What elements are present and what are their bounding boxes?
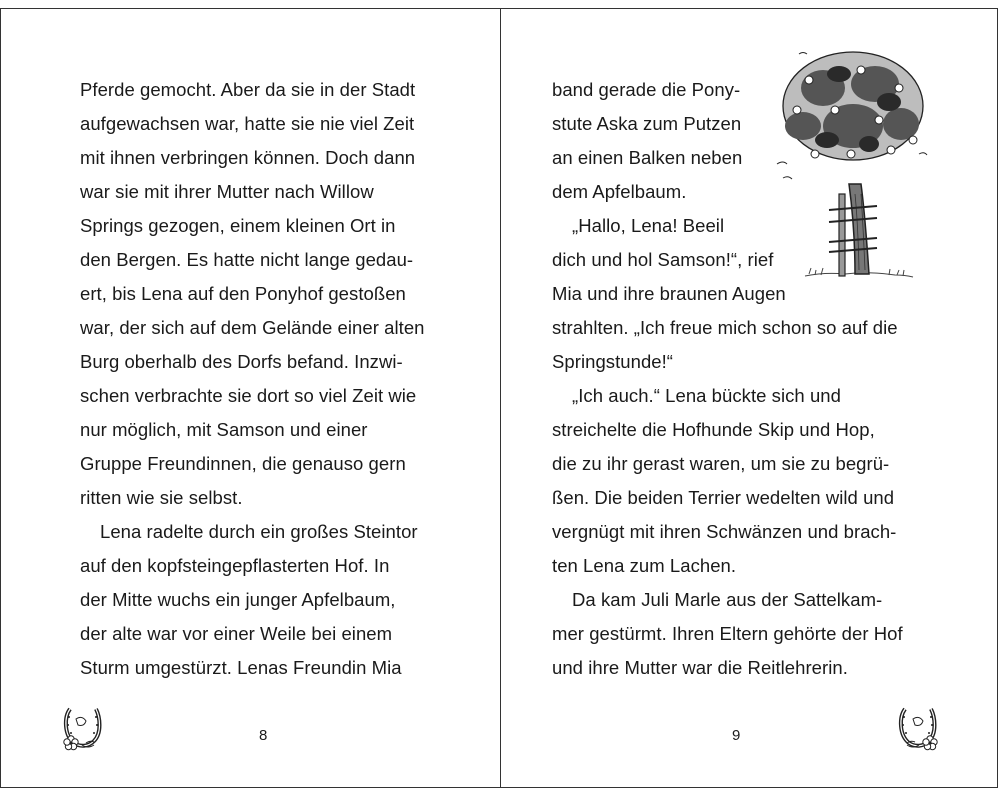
text-line: Burg oberhalb des Dorfs befand. Inzwi- (80, 351, 403, 372)
text-line: ßen. Die beiden Terrier wedelten wild und (552, 487, 895, 508)
text-line: Springs gezogen, einem kleinen Ort in (80, 215, 396, 236)
text-line: „Hallo, Lena! Beeil (572, 215, 725, 236)
left-page (0, 0, 500, 780)
text-line: dich und hol Samson!“, rief (552, 249, 774, 270)
text-line: dem Apfelbaum. (552, 181, 687, 202)
text-line: nur möglich, mit Samson und einer (80, 419, 368, 440)
text-line: mit ihnen verbringen können. Doch dann (80, 147, 416, 168)
text-line: ert, bis Lena auf den Ponyhof gestoßen (80, 283, 406, 304)
text-line: Sturm umgestürzt. Lenas Freundin Mia (80, 657, 402, 678)
text-line: an einen Balken neben (552, 147, 743, 168)
text-line: Da kam Juli Marle aus der Sattelkam- (572, 589, 883, 610)
text-line: die zu ihr gerast waren, um sie zu begrü- (552, 453, 890, 474)
text-line: der alte war vor einer Weile bei einem (80, 623, 393, 644)
text-line: Mia und ihre braunen Augen (552, 283, 786, 304)
text-line: stute Aska zum Putzen (552, 113, 742, 134)
text-line: streichelte die Hofhunde Skip und Hop, (552, 419, 875, 440)
horseshoe-flower-icon (58, 705, 108, 755)
text-line: „Ich auch.“ Lena bückte sich und (572, 385, 841, 406)
text-line: aufgewachsen war, hatte sie nie viel Zeit (80, 113, 415, 134)
page-number: 8 (259, 727, 268, 744)
text-line: war, der sich auf dem Gelände einer alten (80, 317, 425, 338)
text-line: der Mitte wuchs ein junger Apfelbaum, (80, 589, 396, 610)
text-line: Pferde gemocht. Aber da sie in der Stadt (80, 79, 416, 100)
text-line: mer gestürmt. Ihren Eltern gehörte der Hof (552, 623, 903, 644)
text-line: Lena radelte durch ein großes Steintor (100, 521, 418, 542)
apple-tree-icon (769, 44, 931, 284)
text-line: war sie mit ihrer Mutter nach Willow (80, 181, 374, 202)
text-line: strahlten. „Ich freue mich schon so auf die (552, 317, 898, 338)
text-line: den Bergen. Es hatte nicht lange gedau- (80, 249, 414, 270)
text-line: band gerade die Pony- (552, 79, 741, 100)
text-line: Gruppe Freundinnen, die genauso gern (80, 453, 406, 474)
page-number: 9 (732, 727, 741, 744)
text-line: Springstunde!“ (552, 351, 674, 372)
text-line: schen verbrachte sie dort so viel Zeit wie (80, 385, 417, 406)
text-line: auf den kopfsteingepflasterten Hof. In (80, 555, 390, 576)
text-line: und ihre Mutter war die Reitlehrerin. (552, 657, 848, 678)
text-line: ritten wie sie selbst. (80, 487, 243, 508)
right-page (501, 0, 998, 780)
text-line: vergnügt mit ihren Schwänzen und brach- (552, 521, 897, 542)
text-line: ten Lena zum Lachen. (552, 555, 737, 576)
horseshoe-flower-icon (893, 705, 943, 755)
